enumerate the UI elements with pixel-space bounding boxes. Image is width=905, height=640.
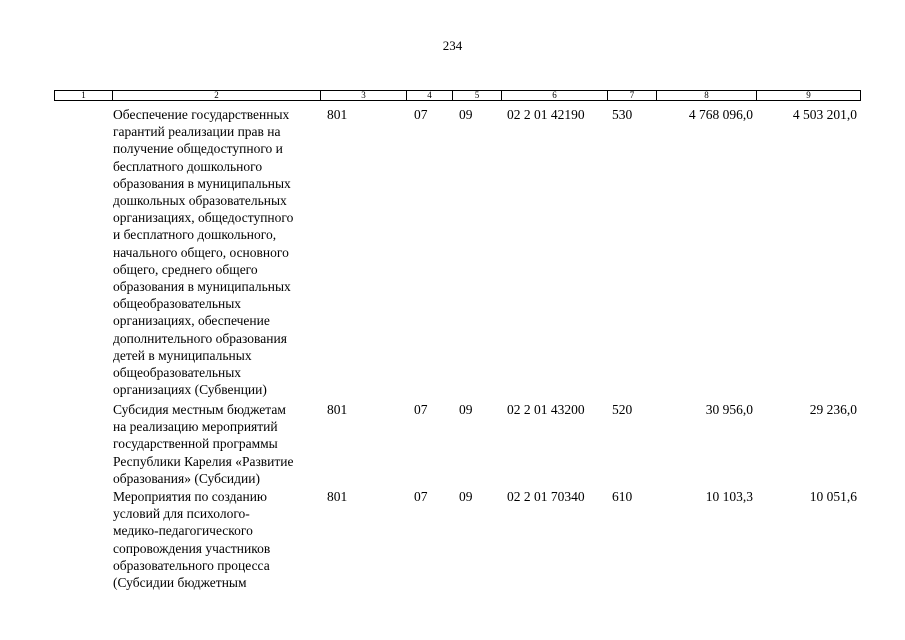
row-ministry: 801 [327,489,348,504]
page-number: 234 [442,38,463,53]
row-amount-2: 10 051,6 [809,489,857,504]
header-col-5: 5 [453,91,502,100]
row-section: 07 [414,402,428,417]
row-name-line: общеобразовательных [113,365,242,381]
header-col-1: 1 [55,91,113,100]
table-header [54,90,861,101]
row-name-line: сопровождения участников [113,540,271,556]
row-name-line: бесплатного дошкольного [113,158,263,174]
row-expense-type: 530 [612,107,633,122]
row-name-line: Республики Карелия «Развитие [113,453,294,469]
row-name [113,401,318,487]
row-amount-1: 4 768 096,0 [688,107,753,122]
row-name-line: и бесплатного дошкольного, [113,227,277,243]
row-expense-type: 610 [612,489,633,504]
row-target-article: 02 2 01 70340 [507,489,585,504]
header-col-3: 3 [321,91,407,100]
row-section: 07 [414,489,428,504]
row-name-line: Субсидия местным бюджетам [113,402,286,417]
row-name-line: дополнительного образования [113,330,287,346]
row-name-line: образования в муниципальных [113,279,291,295]
row-target-article: 02 2 01 42190 [507,107,585,122]
row-name-line: дошкольных образовательных [113,193,287,209]
row-amount-1: 10 103,3 [705,489,753,504]
header-col-8: 8 [657,91,757,100]
row-name-line: государственной программы [113,436,278,452]
row-amount-1: 30 956,0 [705,402,753,417]
row-name-line: организациях, общедоступного [113,210,294,226]
row-target-article: 02 2 01 43200 [507,402,585,417]
row-name-line: образовательного процесса [113,557,270,573]
row-name-line: Обеспечение государственных [113,107,290,122]
header-col-6: 6 [502,91,608,100]
header-col-9: 9 [806,90,811,100]
row-subsection: 09 [459,402,473,417]
header-col-2: 2 [113,91,321,100]
row-name-line: общего, среднего общего [113,261,258,277]
row-subsection: 09 [459,489,473,504]
row-section: 07 [414,107,428,122]
row-name-line: медико-педагогического [113,523,253,539]
row-name-line: организациях (Субвенции) [113,382,267,398]
row-amount-2: 4 503 201,0 [792,107,857,122]
row-name-line: гарантий реализации прав на [113,124,281,140]
header-col-4: 4 [407,91,453,100]
row-subsection: 09 [459,107,473,122]
row-name [113,106,318,398]
row-name [113,488,318,591]
row-name-line: (Субсидии бюджетным [113,575,247,591]
row-name-line: образования» (Субсидии) [113,470,260,486]
row-expense-type: 520 [612,402,633,417]
header-col-7: 7 [608,91,657,100]
row-name-line: условий для психолого- [113,506,250,522]
row-name-line: детей в муниципальных [113,347,252,363]
row-name-line: Мероприятия по созданию [113,489,268,504]
row-name-line: общеобразовательных [113,296,242,312]
row-ministry: 801 [327,107,348,122]
row-name-line: получение общедоступного и [113,141,283,157]
row-name-line: на реализацию мероприятий [113,419,278,435]
row-name-line: начального общего, основного [113,244,289,260]
row-name-line: образования в муниципальных [113,175,291,191]
row-name-line: организациях, обеспечение [113,313,270,329]
row-ministry: 801 [327,402,348,417]
row-amount-2: 29 236,0 [809,402,857,417]
